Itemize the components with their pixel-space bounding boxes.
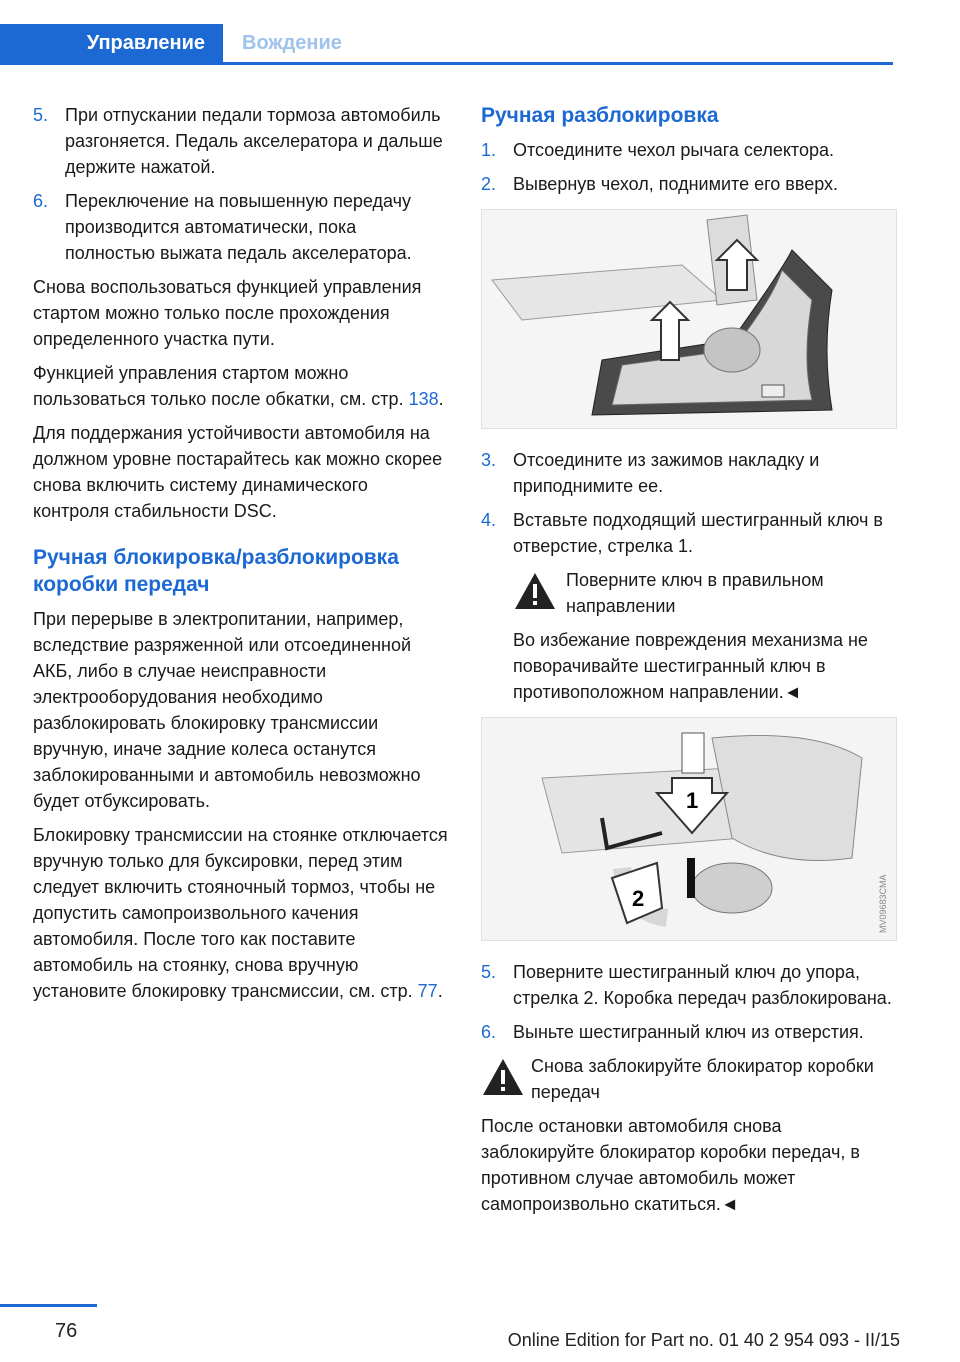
footer-rule	[0, 1304, 97, 1307]
paragraph: При перерыве в электропитании, например, вследствие разряженной или отсоединенной АКБ, либо в случае неисправности электрооборудования необходимо разблокировать блокировку трансмиссии вручную, иначе задние колеса останутся заблокированными и автомобиль невозможно будет отбуксировать.	[33, 609, 421, 811]
hex-key-illustration	[481, 717, 897, 941]
arrow-label-1: 1	[686, 788, 699, 813]
edition-label: Online Edition for Part no. 01 40 2 954 093 - II/15	[507, 1330, 900, 1350]
figure-code: MV09683CMA	[878, 874, 888, 933]
tab-control[interactable]: Управление	[0, 24, 223, 62]
warning-title: Снова заблокируйте блокиратор коробки передач	[531, 1056, 874, 1102]
list-item: 2. Вывернув чехол, поднимите его вверх.	[481, 174, 839, 194]
warning-icon	[481, 1057, 525, 1097]
paragraph: Снова воспользоваться функцией управления стартом можно только после прохождения определенного участка пути.	[33, 277, 422, 349]
list-item: 5. При отпускании педали тормоза автомобиль разгоняется. Педаль акселератора и дальше держите нажатой.	[33, 105, 443, 177]
page-header	[0, 24, 893, 65]
arrow-label-2: 2	[632, 886, 645, 911]
page-link[interactable]: 77	[417, 981, 438, 1001]
warning-icon	[513, 571, 557, 611]
left-column	[33, 102, 448, 1012]
page-number: 76	[55, 1320, 78, 1342]
paragraph: Функцией управления стартом можно пользоваться только после обкатки, см. стр. 138.	[33, 363, 444, 409]
list-item: 1. Отсоедините чехол рычага селектора.	[481, 140, 834, 160]
right-column	[481, 102, 896, 1225]
warning-block	[481, 1053, 896, 1105]
section-heading: Ручная разблокировка	[481, 104, 719, 127]
gear-selector-cover-illustration	[481, 209, 897, 429]
list-item: 3. Отсоедините из зажимов накладку и приподнимите ее.	[481, 450, 820, 496]
section-heading: Ручная блокировка/разблокировка коробки передач	[33, 546, 399, 596]
paragraph: Блокировку трансмиссии на стоянке отключается вручную только для буксировки, перед этим следует включить стояночный тормоз, чтобы не допустить самопроизвольного качения автомобиля. После того как поставите автомобиль на стоянку, снова вручную установите блокировку трансмиссии, см. стр. 77.	[33, 825, 448, 1001]
list-item: 4. Вставьте подходящий шестигранный ключ в отверстие, стрелка 1.	[481, 510, 883, 556]
list-item: 6. Выньте шестигранный ключ из отверстия.	[481, 1022, 864, 1042]
list-item: 6. Переключение на повышенную передачу производится автоматически, пока полностью выжата педаль акселератора.	[33, 191, 412, 263]
paragraph: Для поддержания устойчивости автомобиля на должном уровне постарайтесь как можно скорее снова включить систему динамического контроля стабильности DSC.	[33, 423, 443, 521]
list-item: 5. Поверните шестигранный ключ до упора, стрелка 2. Коробка передач разблокирована.	[481, 962, 892, 1008]
page-link[interactable]: 138	[408, 389, 439, 409]
warning-block	[513, 567, 896, 619]
warning-body: Во избежание повреждения механизма не поворачивайте шестигранный ключ в противоположном направлении.◄	[513, 630, 868, 702]
tab-driving[interactable]: Вождение	[242, 32, 342, 54]
warning-title: Поверните ключ в правильном направлении	[566, 570, 824, 616]
paragraph: После остановки автомобиля снова заблокируйте блокиратор коробки передач, в противном случае автомобиль может самопроизвольно скатиться.◄	[481, 1116, 860, 1214]
